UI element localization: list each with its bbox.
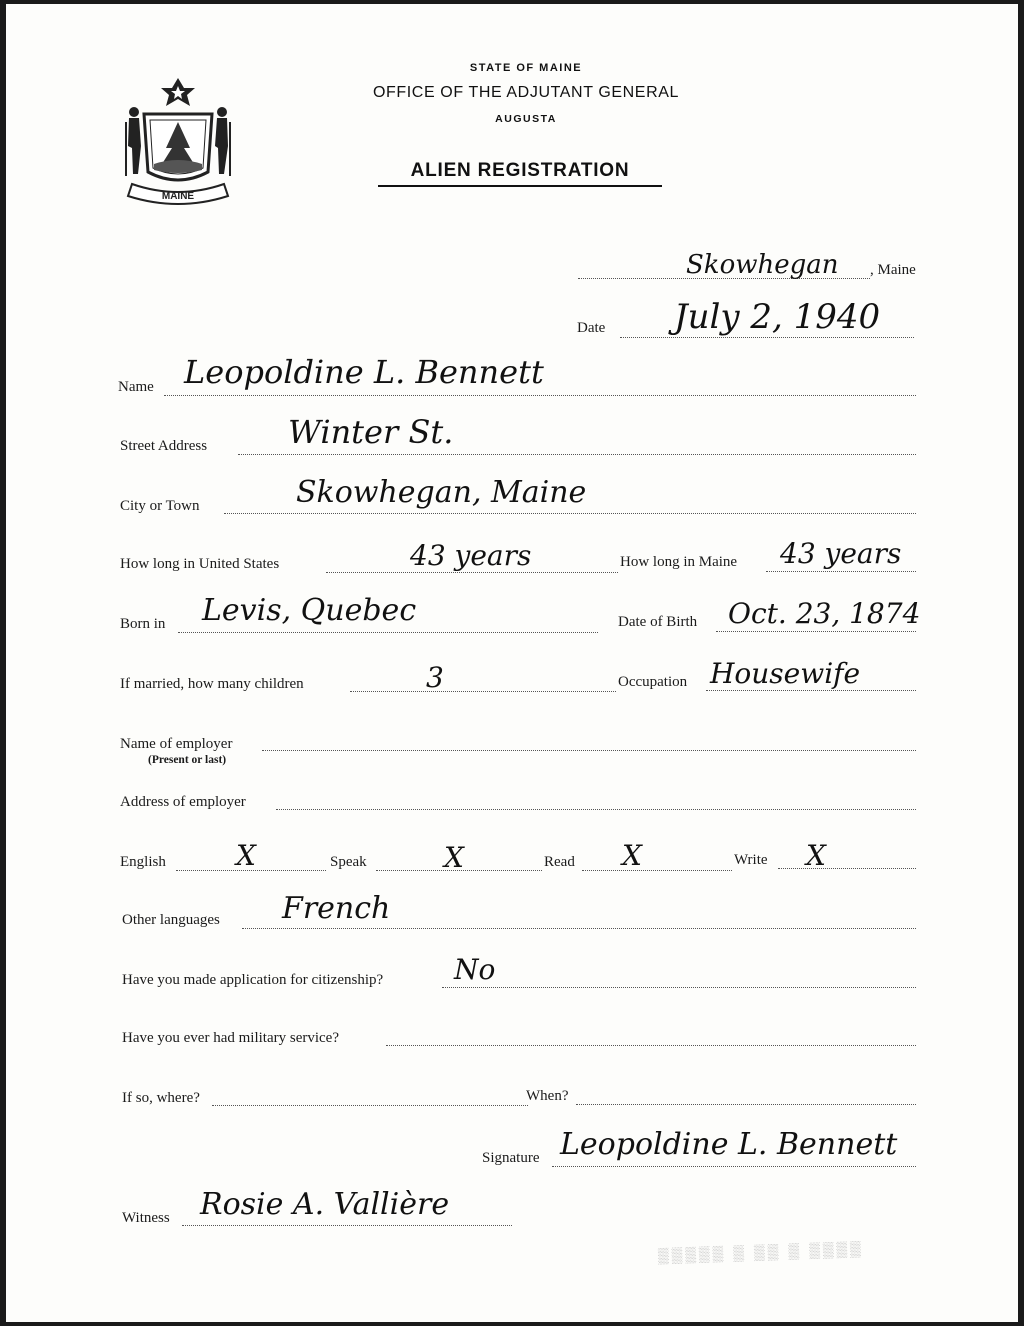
where-label: If so, where? bbox=[122, 1090, 200, 1106]
citizenship-label: Have you made application for citizenship? bbox=[122, 972, 384, 988]
street-value[interactable]: Winter St. bbox=[288, 413, 454, 451]
witness-value[interactable]: Rosie A. Vallière bbox=[200, 1187, 450, 1222]
alien-registration-form bbox=[6, 4, 1018, 1322]
read-value[interactable]: X bbox=[622, 839, 642, 872]
date-value[interactable]: July 2, 1940 bbox=[674, 297, 881, 337]
speak-label: Speak bbox=[330, 854, 367, 870]
state-heading: STATE OF MAINE bbox=[469, 62, 583, 74]
office-heading: OFFICE OF THE ADJUTANT GENERAL bbox=[372, 84, 680, 101]
signature-value[interactable]: Leopoldine L. Bennett bbox=[560, 1127, 898, 1162]
born-value[interactable]: Levis, Quebec bbox=[202, 593, 417, 628]
witness-label: Witness bbox=[122, 1210, 170, 1226]
witness-line bbox=[182, 1225, 512, 1226]
write-label: Write bbox=[734, 852, 768, 868]
other-languages-line bbox=[242, 928, 916, 929]
military-label: Have you ever had military service? bbox=[122, 1030, 339, 1046]
occupation-label: Occupation bbox=[618, 674, 688, 690]
occupation-line bbox=[706, 690, 916, 691]
children-line bbox=[350, 691, 616, 692]
other-languages-value[interactable]: French bbox=[282, 891, 391, 926]
street-label: Street Address bbox=[120, 438, 208, 454]
dob-line bbox=[716, 631, 916, 632]
city-town-value[interactable]: Skowhegan, Maine bbox=[296, 475, 587, 510]
seal-banner-text: MAINE bbox=[161, 191, 195, 202]
children-value[interactable]: 3 bbox=[426, 661, 444, 694]
city-town-line bbox=[224, 513, 916, 514]
city-town-label: City or Town bbox=[120, 498, 200, 514]
street-line bbox=[238, 454, 916, 455]
maine-years-value[interactable]: 43 years bbox=[780, 537, 902, 570]
name-line bbox=[164, 395, 916, 396]
dob-label: Date of Birth bbox=[618, 614, 698, 630]
when-line[interactable] bbox=[576, 1104, 916, 1105]
place-suffix: , Maine bbox=[870, 262, 916, 278]
citizenship-value[interactable]: No bbox=[454, 953, 496, 986]
maine-years-label: How long in Maine bbox=[620, 554, 738, 570]
when-label: When? bbox=[526, 1088, 569, 1104]
speak-value[interactable]: X bbox=[444, 841, 464, 874]
place-value[interactable]: Skowhegan bbox=[686, 250, 839, 280]
us-years-label: How long in United States bbox=[120, 556, 280, 572]
write-line bbox=[778, 868, 916, 869]
other-languages-label: Other languages bbox=[122, 912, 220, 928]
us-years-value[interactable]: 43 years bbox=[410, 539, 532, 572]
read-line bbox=[582, 870, 732, 871]
us-years-line bbox=[326, 572, 618, 573]
occupation-value[interactable]: Housewife bbox=[710, 657, 861, 690]
date-line bbox=[620, 337, 914, 338]
employer-line[interactable] bbox=[262, 750, 916, 751]
born-label: Born in bbox=[120, 616, 166, 632]
military-line[interactable] bbox=[386, 1045, 916, 1046]
employer-address-line[interactable] bbox=[276, 809, 916, 810]
citizenship-line bbox=[442, 987, 916, 988]
children-label: If married, how many children bbox=[120, 676, 304, 692]
name-value[interactable]: Leopoldine L. Bennett bbox=[184, 353, 544, 391]
born-line bbox=[178, 632, 598, 633]
faint-received-stamp: ▒▒▒▒▒ ▒ ▒▒ ▒ ▒▒▒▒ bbox=[657, 1240, 865, 1265]
english-label: English bbox=[120, 854, 166, 870]
employer-label: Name of employer bbox=[120, 736, 233, 752]
date-label: Date bbox=[577, 320, 606, 336]
city-heading: AUGUSTA bbox=[495, 113, 557, 125]
name-label: Name bbox=[118, 379, 154, 395]
employer-address-label: Address of employer bbox=[120, 794, 246, 810]
english-value[interactable]: X bbox=[236, 839, 256, 872]
form-title: ALIEN REGISTRATION bbox=[378, 160, 662, 187]
write-value[interactable]: X bbox=[806, 839, 826, 872]
where-line[interactable] bbox=[212, 1105, 528, 1106]
signature-line bbox=[552, 1166, 916, 1167]
maine-years-line bbox=[766, 571, 916, 572]
read-label: Read bbox=[544, 854, 575, 870]
dob-value[interactable]: Oct. 23, 1874 bbox=[728, 597, 921, 630]
signature-label: Signature bbox=[482, 1150, 540, 1166]
maine-state-seal bbox=[124, 76, 232, 206]
employer-sublabel: (Present or last) bbox=[148, 754, 227, 766]
